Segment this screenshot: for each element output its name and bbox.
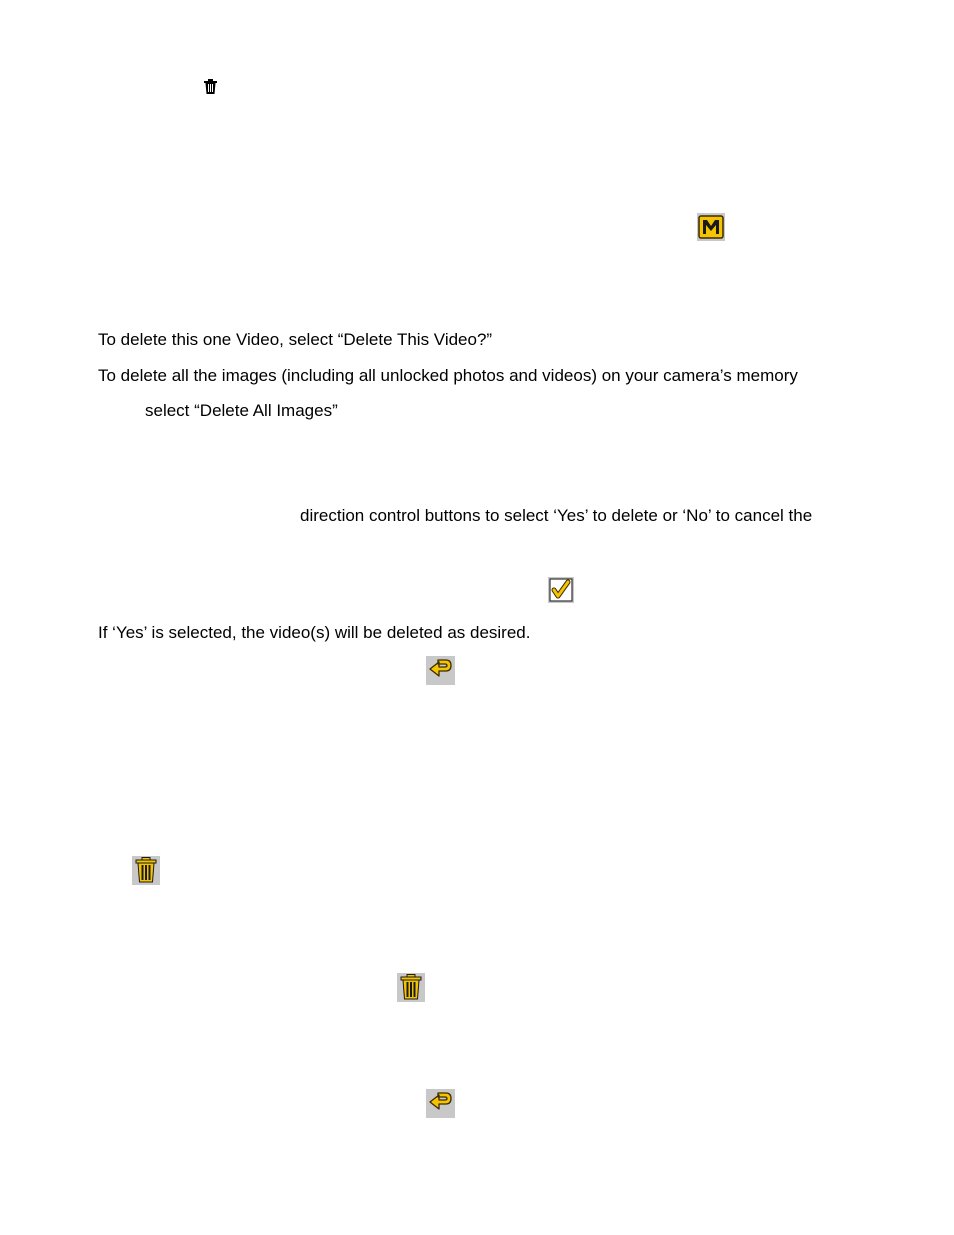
back-arrow-icon	[426, 1089, 455, 1118]
delete-all-text-cont: select “Delete All Images”	[145, 401, 338, 420]
delete-one-text: To delete this one Video, select “Delete This Video?”	[98, 330, 493, 349]
delete-all-text: To delete all the images (including all unlocked photos and videos) on your camera’s memory	[98, 366, 798, 385]
checkmark-icon	[548, 577, 574, 603]
delete-trash-icon	[397, 973, 425, 1002]
small-trash-icon	[204, 79, 217, 94]
yes-selected-text: If ‘Yes’ is selected, the video(s) will be deleted as desired.	[98, 623, 531, 642]
back-arrow-icon	[426, 656, 455, 685]
menu-m-icon	[697, 213, 725, 241]
delete-trash-icon	[132, 856, 160, 885]
direction-text: direction control buttons to select ‘Yes’ to delete or ‘No’ to cancel the	[300, 506, 813, 525]
